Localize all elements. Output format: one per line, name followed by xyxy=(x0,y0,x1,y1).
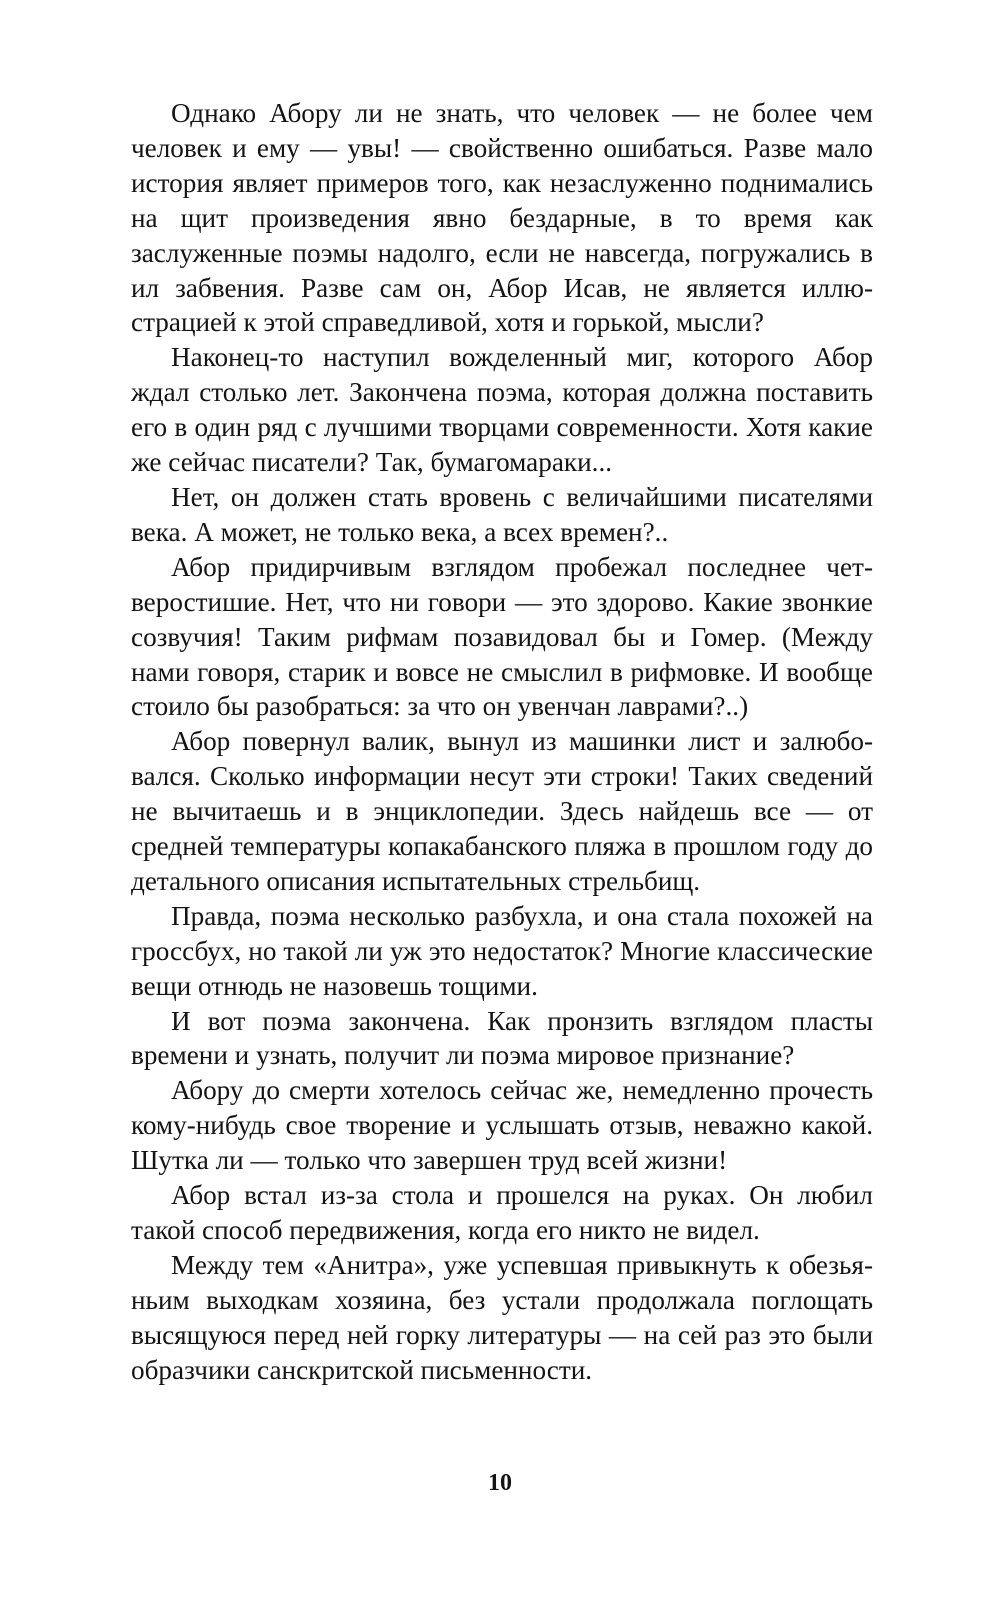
paragraph-7: И вот поэма закончена. Как пронзить взглядом пласты времени и узнать, получит ли поэма мировое признание? xyxy=(131,1005,873,1071)
paragraph-5: Абор повернул валик, вынул из машинки лист и залюбовался. Сколько информации несут эти строки! Таких сведений не вычитаешь и в энциклопедии. Здесь найдешь все — от средней температуры копакабанского пляжа в прошлом году до детального описания испытательных стрельбищ. xyxy=(131,726,873,896)
paragraph-10: Между тем «Анитра», уже успевшая привыкнуть к обезьяньим выходкам хозяина, без устали продолжала поглощать высящуюся перед ней горку литературы — на сей раз это были образчики санскритской письменности. xyxy=(131,1249,873,1385)
paragraph-6: Правда, поэма несколько разбухла, и она стала похожей на гроссбух, но такой ли уж это недостаток? Многие классические вещи отнюдь не назовешь тощими. xyxy=(131,900,873,1001)
paragraph-8: Абору до смерти хотелось сейчас же, немедленно прочесть кому-нибудь свое творение и услышать отзыв, неважно какой. Шутка ли — только что завершен труд всей жизни! xyxy=(131,1075,873,1176)
paragraph-2: Наконец-то наступил вожделенный миг, которого Абор ждал столько лет. Закончена поэма, которая должна поставить его в один ряд с лучшими творцами современности. Хотя какие же сейчас писатели? Так, бумагомараки... xyxy=(131,342,873,478)
paragraph-3: Нет, он должен стать вровень с величайшими писателями века. А может, не только века, а всех времен?.. xyxy=(131,481,873,547)
paragraph-4: Абор придирчивым взглядом пробежал последнее четверостишие. Нет, что ни говори — это здорово. Какие звонкие созвучия! Таким рифмам позавидовал бы и Гомер. (Между нами говоря, старик и вовсе не смыслил в рифмовке. И вообще стоило бы разобраться: за что он увенчан лаврами?..) xyxy=(131,551,873,722)
page-number: 10 xyxy=(488,1470,512,1496)
body-text xyxy=(131,96,873,1388)
paragraph-1: Однако Абору ли не знать, что человек — не более чем человек и ему — увы! — свойственно ошибаться. Разве мало история являет примеров того, как незаслуженно поднимались на щит произведения явно бездарные, в то время как заслуженные поэмы надолго, если не навсегда, погружались в ил забвения. Разве сам он, Абор Исав, не является иллюстрацией к этой справедливой, хотя и горькой, мысли? xyxy=(131,98,873,338)
paragraph-9: Абор встал из-за стола и прошелся на руках. Он любил такой способ передвижения, когда его никто не видел. xyxy=(131,1180,873,1245)
